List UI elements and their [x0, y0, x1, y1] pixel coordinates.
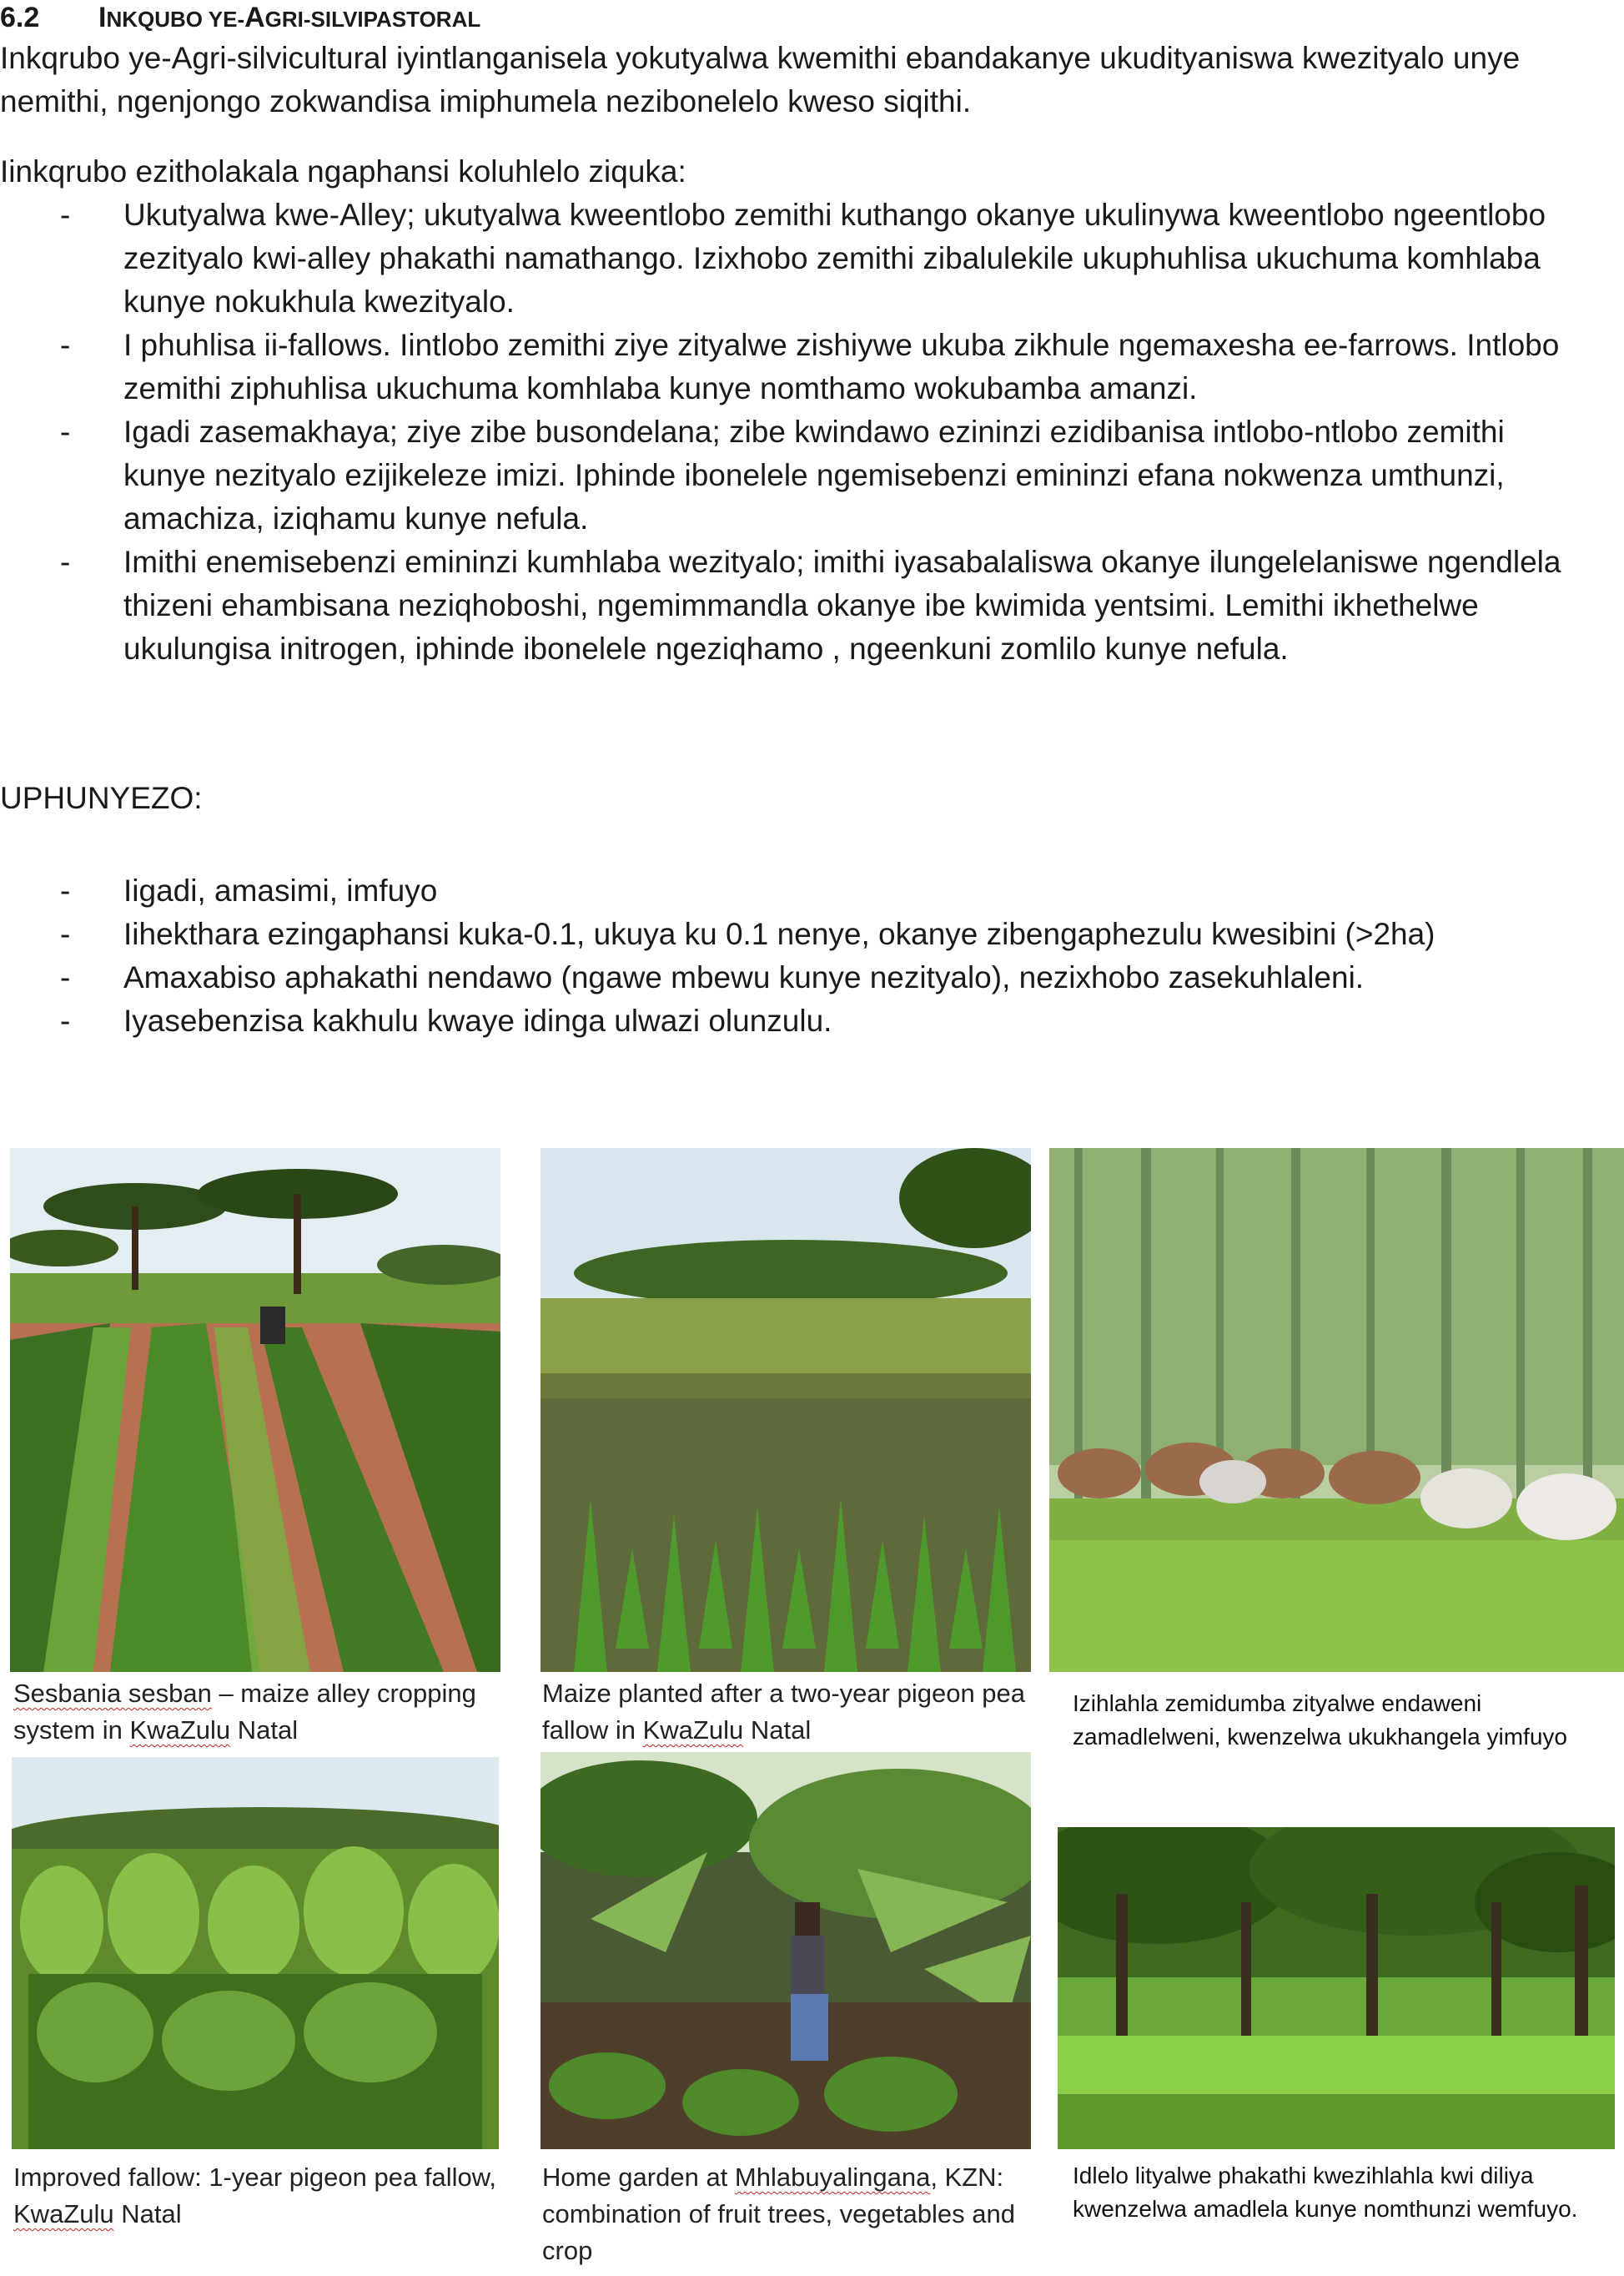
section-title: INKQUBO YE-AGRI-SILVIPASTORAL [98, 2, 481, 33]
caption-improved-fallow: Improved fallow: 1-year pigeon pea fallow, KwaZulu Natal [13, 2163, 496, 2228]
grazing-trees-image [1058, 1827, 1615, 2149]
home-garden-image [540, 1752, 1031, 2149]
intro-paragraph: Inkqrubo ye-Agri-silvicultural iyintlanganisela yokutyalwa kwemithi ebandakanye ukudityaniswa kwezityalo unye nemithi, ngenjongo zokwandisa imiphumela nezibonelelo kweso siqithi. [0, 41, 1521, 118]
caption-home-garden: Home garden at Mhlabuyalingana, KZN: combination of fruit trees, vegetables and crop [542, 2163, 1015, 2265]
alley-cropping-image [10, 1148, 500, 1672]
maize-fallow-image [540, 1148, 1031, 1672]
improved-fallow-image [12, 1757, 499, 2149]
list-item: - Igadi zasemakhaya; ziye zibe busondelana; zibe kwindawo ezininzi ezidibanisa intlobo-ntlobo zemithi kunye nezityalo ezijikeleze imizi. Iphinde ibonelele ngemisebenzi emininzi efana nokwenza umthunzi, amachiza, iziqhamu kunye nefula. [60, 415, 1505, 536]
caption-cattle-trees: Izihlahla zemidumba zityalwe endaweni zamadlelweni, kwenzelwa ukukhangela yimfuyo [1073, 1690, 1567, 1750]
systems-list [0, 194, 1591, 671]
photo-improved-fallow [12, 1757, 499, 2149]
list-item: - Amaxabiso aphakathi nendawo (ngawe mbewu kunye nezityalo), nezixhobo zasekuhlaleni. [60, 960, 1365, 994]
caption-maize-fallow: Maize planted after a two-year pigeon pea fallow in KwaZulu Natal [542, 1679, 1026, 1745]
list-item: - Imithi enemisebenzi emininzi kumhlaba wezityalo; imithi iyasabalaliswa okanye ilungelelaniswe ngendlela thizeni ehambisana neziqhoboshi, ngemimmandla okanye ibe kwimida yentsimi. Lemithi ikhethelwe ukulungisa initrogen, iphinde ibonelele ngeziqhamo , ngeenkuni zomlilo kunye nefula. [60, 545, 1561, 666]
photo-alley-cropping [10, 1148, 500, 1672]
section-number: 6.2 [0, 2, 40, 33]
requirements-list [0, 869, 1591, 1043]
list-item: - I phuhlisa ii-fallows. Iintlobo zemithi ziye zityalwe zishiywe ukuba zikhule ngemaxesha ee-farrows. Intlobo zemithi ziphuhlisa ukuchuma komhlaba kunye nomthamo wokubamba amanzi. [60, 328, 1560, 405]
lead-sentence: Iinkqrubo ezitholakala ngaphansi koluhlelo ziquka: [0, 154, 686, 189]
caption-alley-cropping: Sesbania sesban – maize alley cropping system in KwaZulu Natal [13, 1679, 476, 1745]
photo-maize-fallow [540, 1148, 1031, 1672]
photo-home-garden [540, 1752, 1031, 2149]
list-item: - Iigadi, amasimi, imfuyo [60, 874, 438, 908]
caption-grazing-trees: Idlelo lityalwe phakathi kwezihlahla kwi diliya kwenzelwa amadlela kunye nomthunzi wemfuyo. [1073, 2163, 1578, 2222]
photo-grazing-trees [1058, 1827, 1615, 2149]
photo-cattle-trees [1049, 1148, 1624, 1672]
list-item: - Iyasebenzisa kakhulu kwaye idinga ulwazi olunzulu. [60, 1004, 832, 1038]
section-heading [0, 2, 480, 34]
list-item: - Iihekthara ezingaphansi kuka-0.1, ukuya ku 0.1 nenye, okanye zibengaphezulu kwesibini (>2ha) [60, 917, 1435, 951]
uphunyezo-heading: UPHUNYEZO: [0, 781, 203, 815]
list-item: - Ukutyalwa kwe-Alley; ukutyalwa kweentlobo zemithi kuthango okanye ukulinywa kweentlobo ngeentlobo zezityalo kwi-alley phakathi namathango. Izixhobo zemithi zibalulekile ukuphuhlisa ukuchuma komhlaba kunye nokukhula kwezityalo. [60, 198, 1546, 319]
cattle-trees-image [1049, 1148, 1624, 1672]
